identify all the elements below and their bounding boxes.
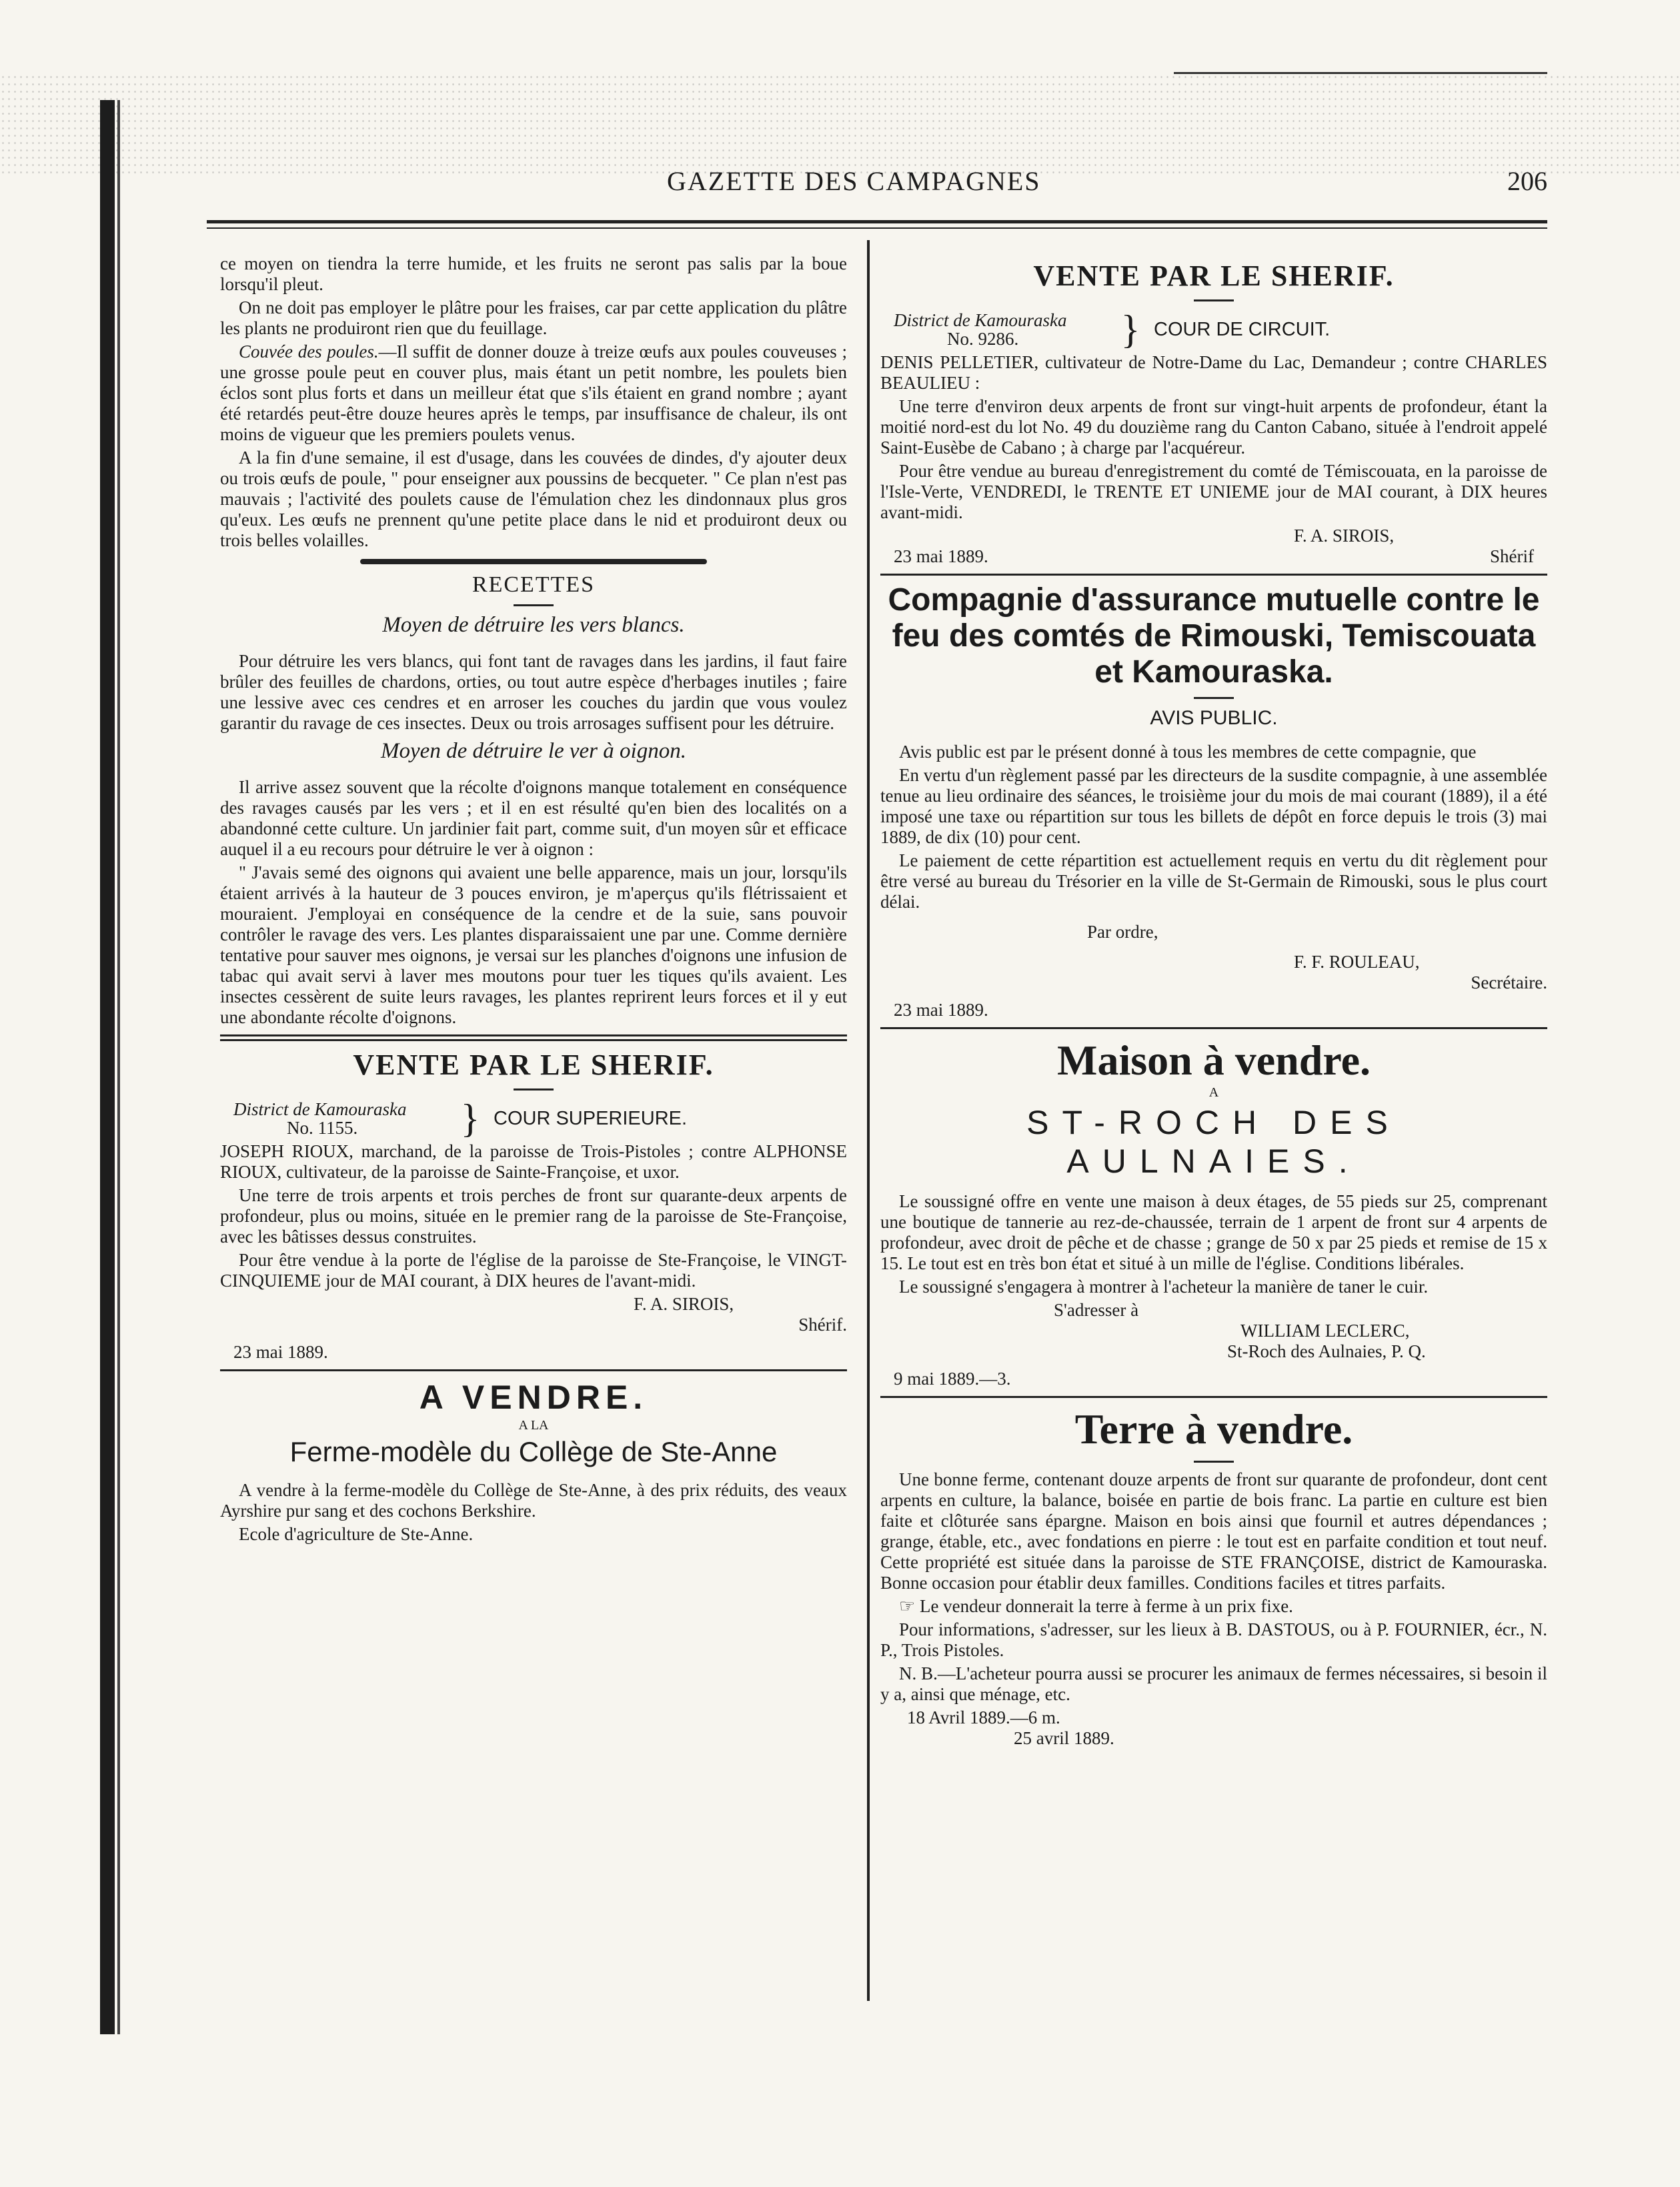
page-header (667, 165, 1547, 199)
date: 9 mai 1889.—3. (894, 1369, 1011, 1389)
section-rule (880, 1396, 1547, 1398)
masthead-speckle (0, 73, 1680, 173)
a-label: A (1208, 1085, 1219, 1100)
court-name: COUR DE CIRCUIT. (1154, 318, 1331, 340)
paragraph-lead: Couvée des poules. (239, 341, 379, 361)
date: 18 Avril 1889.—6 m. (907, 1707, 1060, 1727)
parties: DENIS PELLETIER, cultivateur de Notre-Dame du Lac, Demandeur ; contre CHARLES BEAULIEU : (880, 352, 1547, 393)
paragraph (220, 341, 847, 445)
short-rule (1194, 697, 1234, 699)
ferme-heading: Ferme-modèle du Collège de Ste-Anne (289, 1436, 778, 1467)
masthead-rule (1174, 72, 1547, 74)
signer-role: Shérif (1490, 546, 1534, 566)
court-name: COUR SUPERIEURE. (494, 1107, 688, 1129)
paragraph: " J'avais semé des oignons qui avaient une belle apparence, mais un jour, lorsqu'ils étaient arrivés à la hauteur de 3 pouces environ, je m'aperçus qu'ils flétrissaient et mouraient. J'employai en conséquence de la cendre et de la suie, sans pouvoir contrôler le ravage des vers. Les plantes disparaissaient une par une. Comme dernière tentative pour sauver mes oignons, je versai sur les planches d'oignons une infusion de tabac qui avait servi à laver mes moutons pour tuer les tiques qu'ils avaient. Les insectes cessèrent de suite leurs ravages, les plantes reprirent leurs forces et il y eut une abondante récolte d'oignons. (220, 862, 847, 1027)
par-ordre: Par ordre, (1087, 922, 1158, 942)
terre-heading: Terre à vendre. (1074, 1405, 1353, 1453)
paragraph: Pour détruire les vers blancs, qui font tant de ravages dans les jardins, il faut faire brûler des feuilles de chardons, orties, ou tout autre espèce d'herbages inutiles ; faire une lessive avec ces cendres et en arroser les couches du jardin que vous voulez garantir du ravage de ces insectes. Deux ou trois arrosages suffisent pour les détruire. (220, 651, 847, 733)
brace: } (460, 1097, 480, 1141)
paragraph: En vertu d'un règlement passé par les directeurs de la susdite compagnie, à une assemblée tenue au lieu ordinaire des séances, le troisième jour du mois de mai courant (1889), il a été imposé une taxe ou répartition sur tous les billets de dépôt en force depuis le trois (3) mai 1889, de dix (10) pour cent. (880, 765, 1547, 847)
a-la-label: A LA (518, 1418, 549, 1433)
signer: WILLIAM LECLERC, (1240, 1321, 1410, 1341)
paragraph: Une terre d'environ deux arpents de front sur vingt-huit arpents de profondeur, étant la moitié nord-est du lot No. 49 du douzième rang du Canton Cabano, située à l'endroit appelé Saint-Eusèbe de Cabano ; à charge par l'acquéreur. (880, 396, 1547, 458)
binding-bar (100, 100, 115, 2034)
court-header (233, 1097, 847, 1141)
st-roch-heading: ST-ROCH DES AULNAIES. (1026, 1104, 1401, 1180)
section-rule (360, 559, 707, 564)
page-number: 206 (1507, 166, 1547, 196)
paragraph: Pour être vendue au bureau d'enregistrement du comté de Témiscouata, en la paroisse de l'Isle-Verte, VENDREDI, le TRENTE ET UNIEME jour de MAI courant, à DIX heures avant-midi. (880, 461, 1547, 522)
a-vendre-heading: A VENDRE. (419, 1379, 648, 1416)
paragraph: Il arrive assez souvent que la récolte d'oignons manque totalement en conséquence des ravages causés par les vers ; et il en est résulté qu'en bien des localités on a abandonné cette culture. Un jardinier fait part, comme suit, d'un moyen sûr et efficace auquel il a eu recours pour détruire le ver à oignon : (220, 777, 847, 859)
paragraph: Pour être vendue à la porte de l'église de la paroisse de Ste-Françoise, le VINGT-CINQUIEME jour de MAI courant, à DIX heures de l'avant-midi. (220, 1250, 847, 1291)
short-rule (1194, 299, 1234, 301)
paragraph: ce moyen on tiendra la terre humide, et les fruits ne seront pas salis par la boue lorsqu'il pleut. (220, 253, 847, 294)
signer-place: St-Roch des Aulnaies, P. Q. (1227, 1341, 1426, 1361)
short-rule (1194, 1461, 1234, 1463)
recettes-heading: RECETTES (472, 572, 596, 597)
section-rule (880, 1027, 1547, 1029)
date: 23 mai 1889. (894, 1000, 988, 1020)
signer: Ecole d'agriculture de Ste-Anne. (239, 1524, 474, 1544)
court-header (894, 307, 1547, 351)
column-divider (867, 240, 870, 2001)
sheriff-sale-heading: VENTE PAR LE SHERIF. (1033, 259, 1395, 292)
short-rule (514, 1088, 554, 1090)
section-rule (220, 1369, 847, 1371)
paragraph: Le soussigné offre en vente une maison à deux étages, de 55 pieds sur 25, comprenant une boutique de tannerie au rez-de-chaussée, terrain de 1 arpent de front sur 4 arpents de profondeur, avec droit de pêche et de chasse ; grange de 50 x par 25 pieds et remise de 15 x 15. Le tout est en très bon état et situé à un mille de l'église. Conditions libérales. (880, 1191, 1547, 1273)
paragraph: Avis public est par le présent donné à tous les membres de cette compagnie, que (899, 742, 1477, 762)
paragraph: N. B.—L'acheteur pourra aussi se procurer les animaux de fermes nécessaires, si besoin il y a, ainsi que ménage, etc. (880, 1663, 1547, 1704)
signer: F. A. SIROIS, (1294, 526, 1395, 546)
paragraph: Pour informations, s'adresser, sur les lieux à B. DASTOUS, ou à P. FOURNIER, écr., N. P., Trois Pistoles. (880, 1619, 1547, 1660)
section-rule (880, 574, 1547, 576)
parties: JOSEPH RIOUX, marchand, de la paroisse de Trois-Pistoles ; contre ALPHONSE RIOUX, cultivateur, de la paroisse de Sainte-Françoise, et uxor. (220, 1141, 847, 1182)
recipe-title: Moyen de détruire le ver à oignon. (381, 739, 686, 763)
gazette-title: GAZETTE DES CAMPAGNES (667, 166, 1041, 196)
left-column (220, 253, 847, 1547)
recipe-title: Moyen de détruire les vers blancs. (382, 613, 685, 637)
paragraph: Une bonne ferme, contenant douze arpents de front sur quarante de profondeur, dont cent arpents en culture, la balance, boisée en partie de bois franc. La partie en culture est bien faite et clôturée sans épargne. Maison en bois ainsi que fournil et autres dépendances ; grange, étable, etc., avec fondations en pierre : le tout est en parfaite condition et tout neuf. Cette propriété est située dans la paroisse de STE FRANÇOISE, district de Kamouraska. Bonne occasion pour établir deux familles. Conditions faciles et titres parfaits. (880, 1469, 1547, 1593)
paragraph-body: —Il suffit de donner douze à treize œufs aux poules couveuses ; une grosse poule peut en couver plus, mais étant un petit nombre, les poulets bien éclos sont plus forts et dans un meilleur état que s'ils étaient en grand nombre ; ayant été retardés peut-être douze heures après le temps, par insuffisance de chaleur, ils ont moins de vigueur que les premiers poulets venus. (220, 341, 847, 444)
paragraph: Le soussigné s'engagera à montrer à l'acheteur la manière de taner le cuir. (899, 1277, 1429, 1297)
district-name: District de Kamouraska (894, 310, 1067, 330)
case-number: No. 1155. (287, 1118, 358, 1138)
double-rule (220, 1034, 847, 1041)
date: 23 mai 1889. (894, 546, 988, 566)
short-rule (514, 604, 554, 606)
signer-role: Secrétaire. (1471, 972, 1547, 992)
paragraph: Une terre de trois arpents et trois perches de front sur quarante-deux arpents de profondeur, plus ou moins, située en le premier rang de la paroisse de Ste-Françoise, avec les bâtisses dessus construites. (220, 1185, 847, 1247)
date: 23 mai 1889. (233, 1342, 328, 1362)
district-block (894, 311, 1114, 348)
signer-role: Shérif. (798, 1315, 847, 1335)
signer: F. F. ROULEAU, (1294, 952, 1420, 972)
compagnie-heading: Compagnie d'assurance mutuelle contre le feu des comtés de Rimouski, Temiscouata et Kamouraska. (888, 582, 1540, 690)
case-number: No. 9286. (947, 329, 1019, 349)
paragraph: ☞ Le vendeur donnerait la terre à ferme à un prix fixe. (899, 1596, 1293, 1616)
right-column (880, 253, 1547, 1749)
brace: } (1120, 307, 1140, 351)
sheriff-sale-heading: VENTE PAR LE SHERIF. (353, 1048, 714, 1081)
paragraph: Le paiement de cette répartition est actuellement requis en vertu du dit règlement pour être versé au bureau du Trésorier en la ville de St-Germain de Rimouski, sous le plus court délai. (880, 850, 1547, 912)
district-name: District de Kamouraska (233, 1099, 407, 1119)
paragraph: A la fin d'une semaine, il est d'usage, dans les couvées de dindes, d'y ajouter deux ou trois œufs de poule, " pour enseigner aux poussins de becqueter. " Ce plan n'est pas mauvais ; l'activité des poulets cause de l'émulation chez les dindonnaux plus gros qu'eux. Les œufs ne prennent qu'une petite place dans le nid et produiront deux ou trois belles volailles. (220, 448, 847, 550)
header-rule (207, 220, 1547, 229)
paragraph: On ne doit pas employer le plâtre pour les fraises, car par cette application du plâtre les plants ne produiront rien que du feuillage. (220, 297, 847, 338)
paragraph: A vendre à la ferme-modèle du Collège de Ste-Anne, à des prix réduits, des veaux Ayrshire pur sang et des cochons Berkshire. (220, 1480, 847, 1521)
maison-heading: Maison à vendre. (1057, 1036, 1371, 1084)
binding-bar-edge (117, 100, 120, 2034)
district-block (233, 1100, 454, 1137)
avis-public-heading: AVIS PUBLIC. (1150, 707, 1278, 729)
date-row (880, 546, 1547, 567)
adresser: S'adresser à (1054, 1300, 1139, 1320)
signer: F. A. SIROIS, (634, 1294, 734, 1314)
date: 25 avril 1889. (1014, 1728, 1114, 1748)
